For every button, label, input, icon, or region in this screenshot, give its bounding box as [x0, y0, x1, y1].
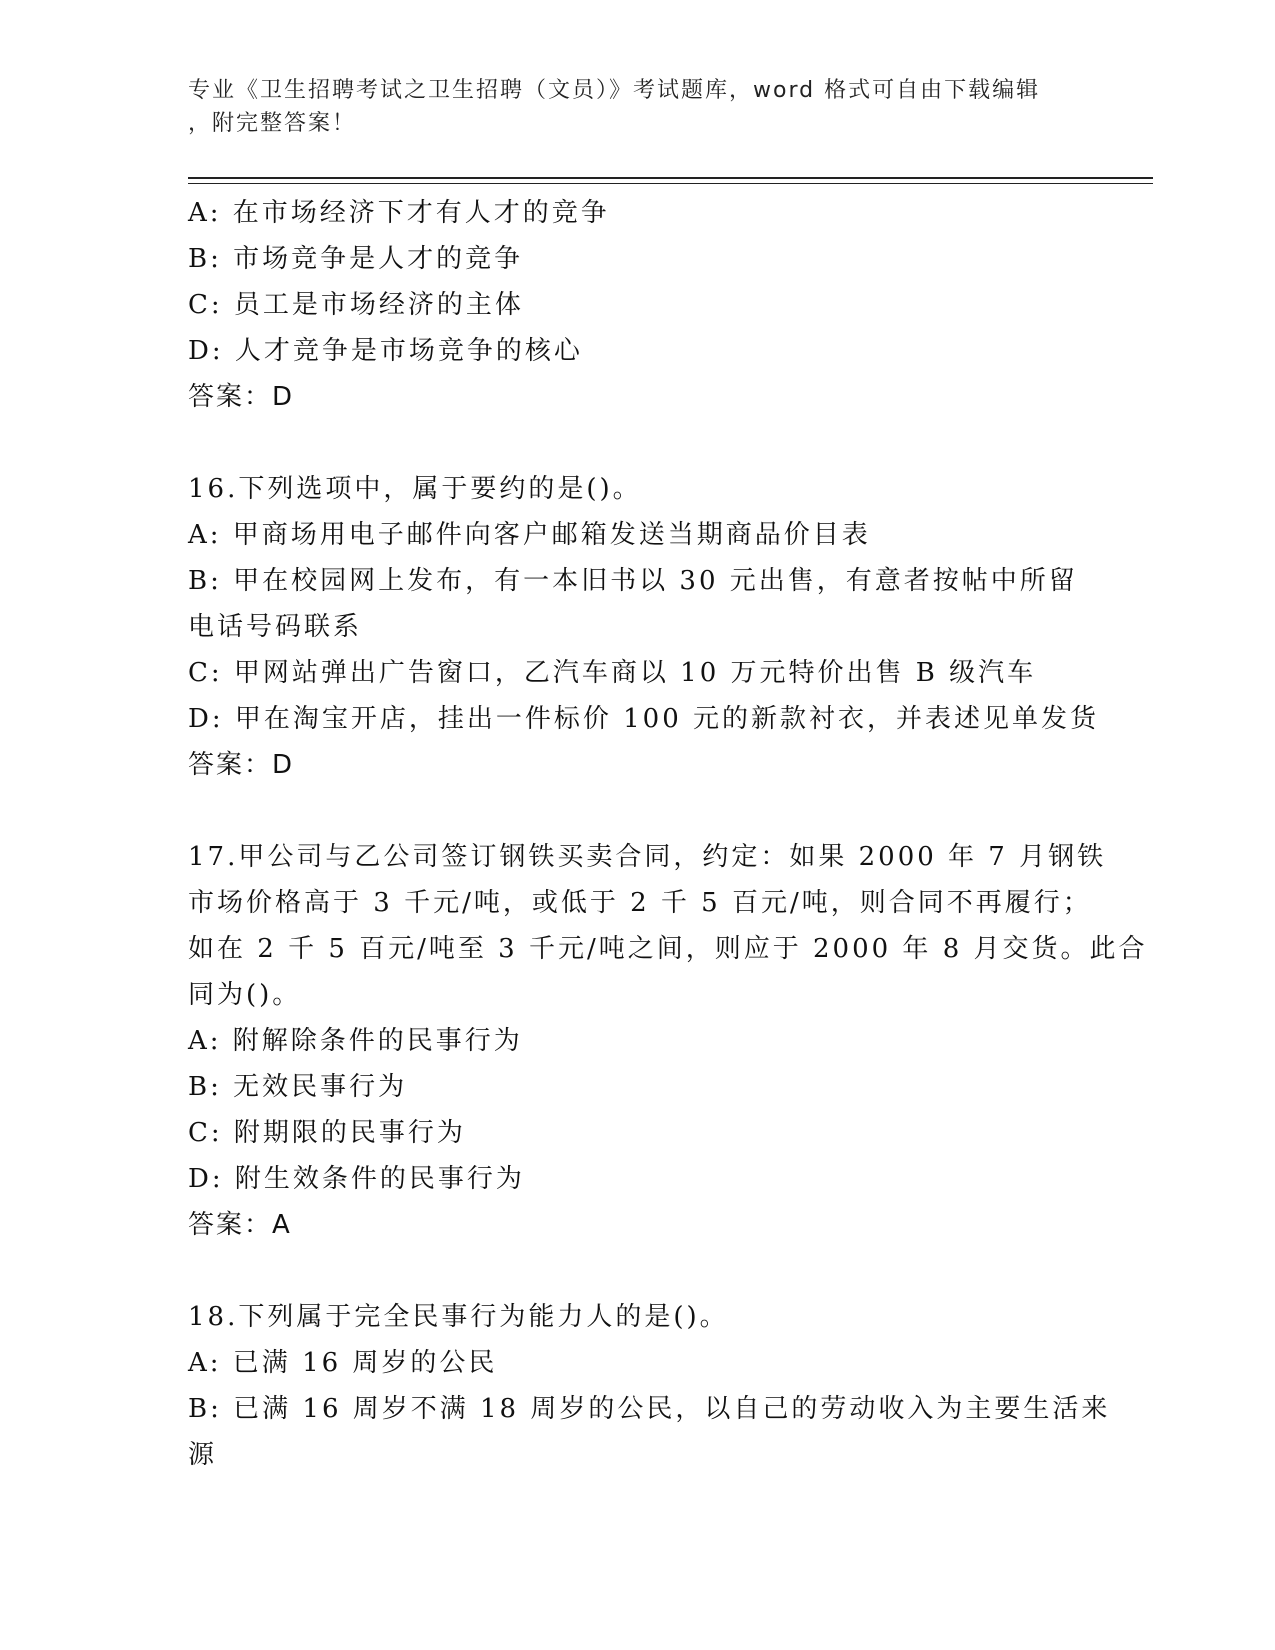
- q16-option-b: B: 甲在校园网上发布，有一本旧书以 30 元出售，有意者按帖中所留: [188, 566, 1078, 596]
- question-content: [188, 190, 1148, 1478]
- q18-option-a: A: 已满 16 周岁的公民: [188, 1348, 498, 1378]
- q16-option-a: A: 甲商场用电子邮件向客户邮箱发送当期商品价目表: [188, 520, 871, 550]
- q15-option-a: A: 在市场经济下才有人才的竞争: [188, 198, 610, 228]
- header-rule-thin: [188, 183, 1153, 184]
- q15-option-b: B: 市场竞争是人才的竞争: [188, 244, 524, 274]
- q17-option-b: B: 无效民事行为: [188, 1072, 408, 1102]
- q18-option-b-cont: 源: [188, 1440, 218, 1470]
- spacer: [188, 788, 1068, 834]
- question-16: [188, 466, 1100, 788]
- q17-answer: 答案：A: [188, 1210, 292, 1240]
- header-line-2: ，附完整答案！: [188, 111, 357, 136]
- question-17: [188, 834, 1148, 1248]
- q16-stem: 16.下列选项中，属于要约的是()。: [188, 474, 642, 504]
- spacer: [188, 420, 1068, 466]
- document-header: [188, 74, 1068, 140]
- header-rule-thick: [188, 177, 1153, 179]
- q17-stem-line-2: 市场价格高于 3 千元/吨，或低于 2 千 5 百元/吨，则合同不再履行；: [188, 888, 1092, 918]
- q15-option-c: C: 员工是市场经济的主体: [188, 290, 524, 320]
- q16-answer: 答案：D: [188, 750, 295, 780]
- q15-option-d: D: 人才竞争是市场竞争的核心: [188, 336, 583, 366]
- q18-stem: 18.下列属于完全民事行为能力人的是()。: [188, 1302, 729, 1332]
- q16-option-b-cont: 电话号码联系: [188, 612, 363, 642]
- header-line-1: 专业《卫生招聘考试之卫生招聘（文员）》考试题库，word 格式可自由下载编辑: [188, 78, 1041, 103]
- q16-option-c: C: 甲网站弹出广告窗口，乙汽车商以 10 万元特价出售 B 级汽车: [188, 658, 1037, 688]
- q17-option-c: C: 附期限的民事行为: [188, 1118, 466, 1148]
- q16-option-d: D: 甲在淘宝开店，挂出一件标价 100 元的新款衬衣，并表述见单发货: [188, 704, 1100, 734]
- q17-stem-line-4: 同为()。: [188, 980, 302, 1010]
- q17-option-a: A: 附解除条件的民事行为: [188, 1026, 523, 1056]
- question-18: [188, 1294, 1111, 1478]
- q15-answer: 答案：D: [188, 382, 295, 412]
- spacer: [188, 1248, 1068, 1294]
- q18-option-b: B: 已满 16 周岁不满 18 周岁的公民，以自己的劳动收入为主要生活来: [188, 1394, 1111, 1424]
- q17-stem-line-1: 17.甲公司与乙公司签订钢铁买卖合同，约定：如果 2000 年 7 月钢铁: [188, 842, 1107, 872]
- q17-option-d: D: 附生效条件的民事行为: [188, 1164, 525, 1194]
- question-15: [188, 190, 1068, 420]
- q17-stem-line-3: 如在 2 千 5 百元/吨至 3 千元/吨之间，则应于 2000 年 8 月交货。此合: [188, 934, 1148, 964]
